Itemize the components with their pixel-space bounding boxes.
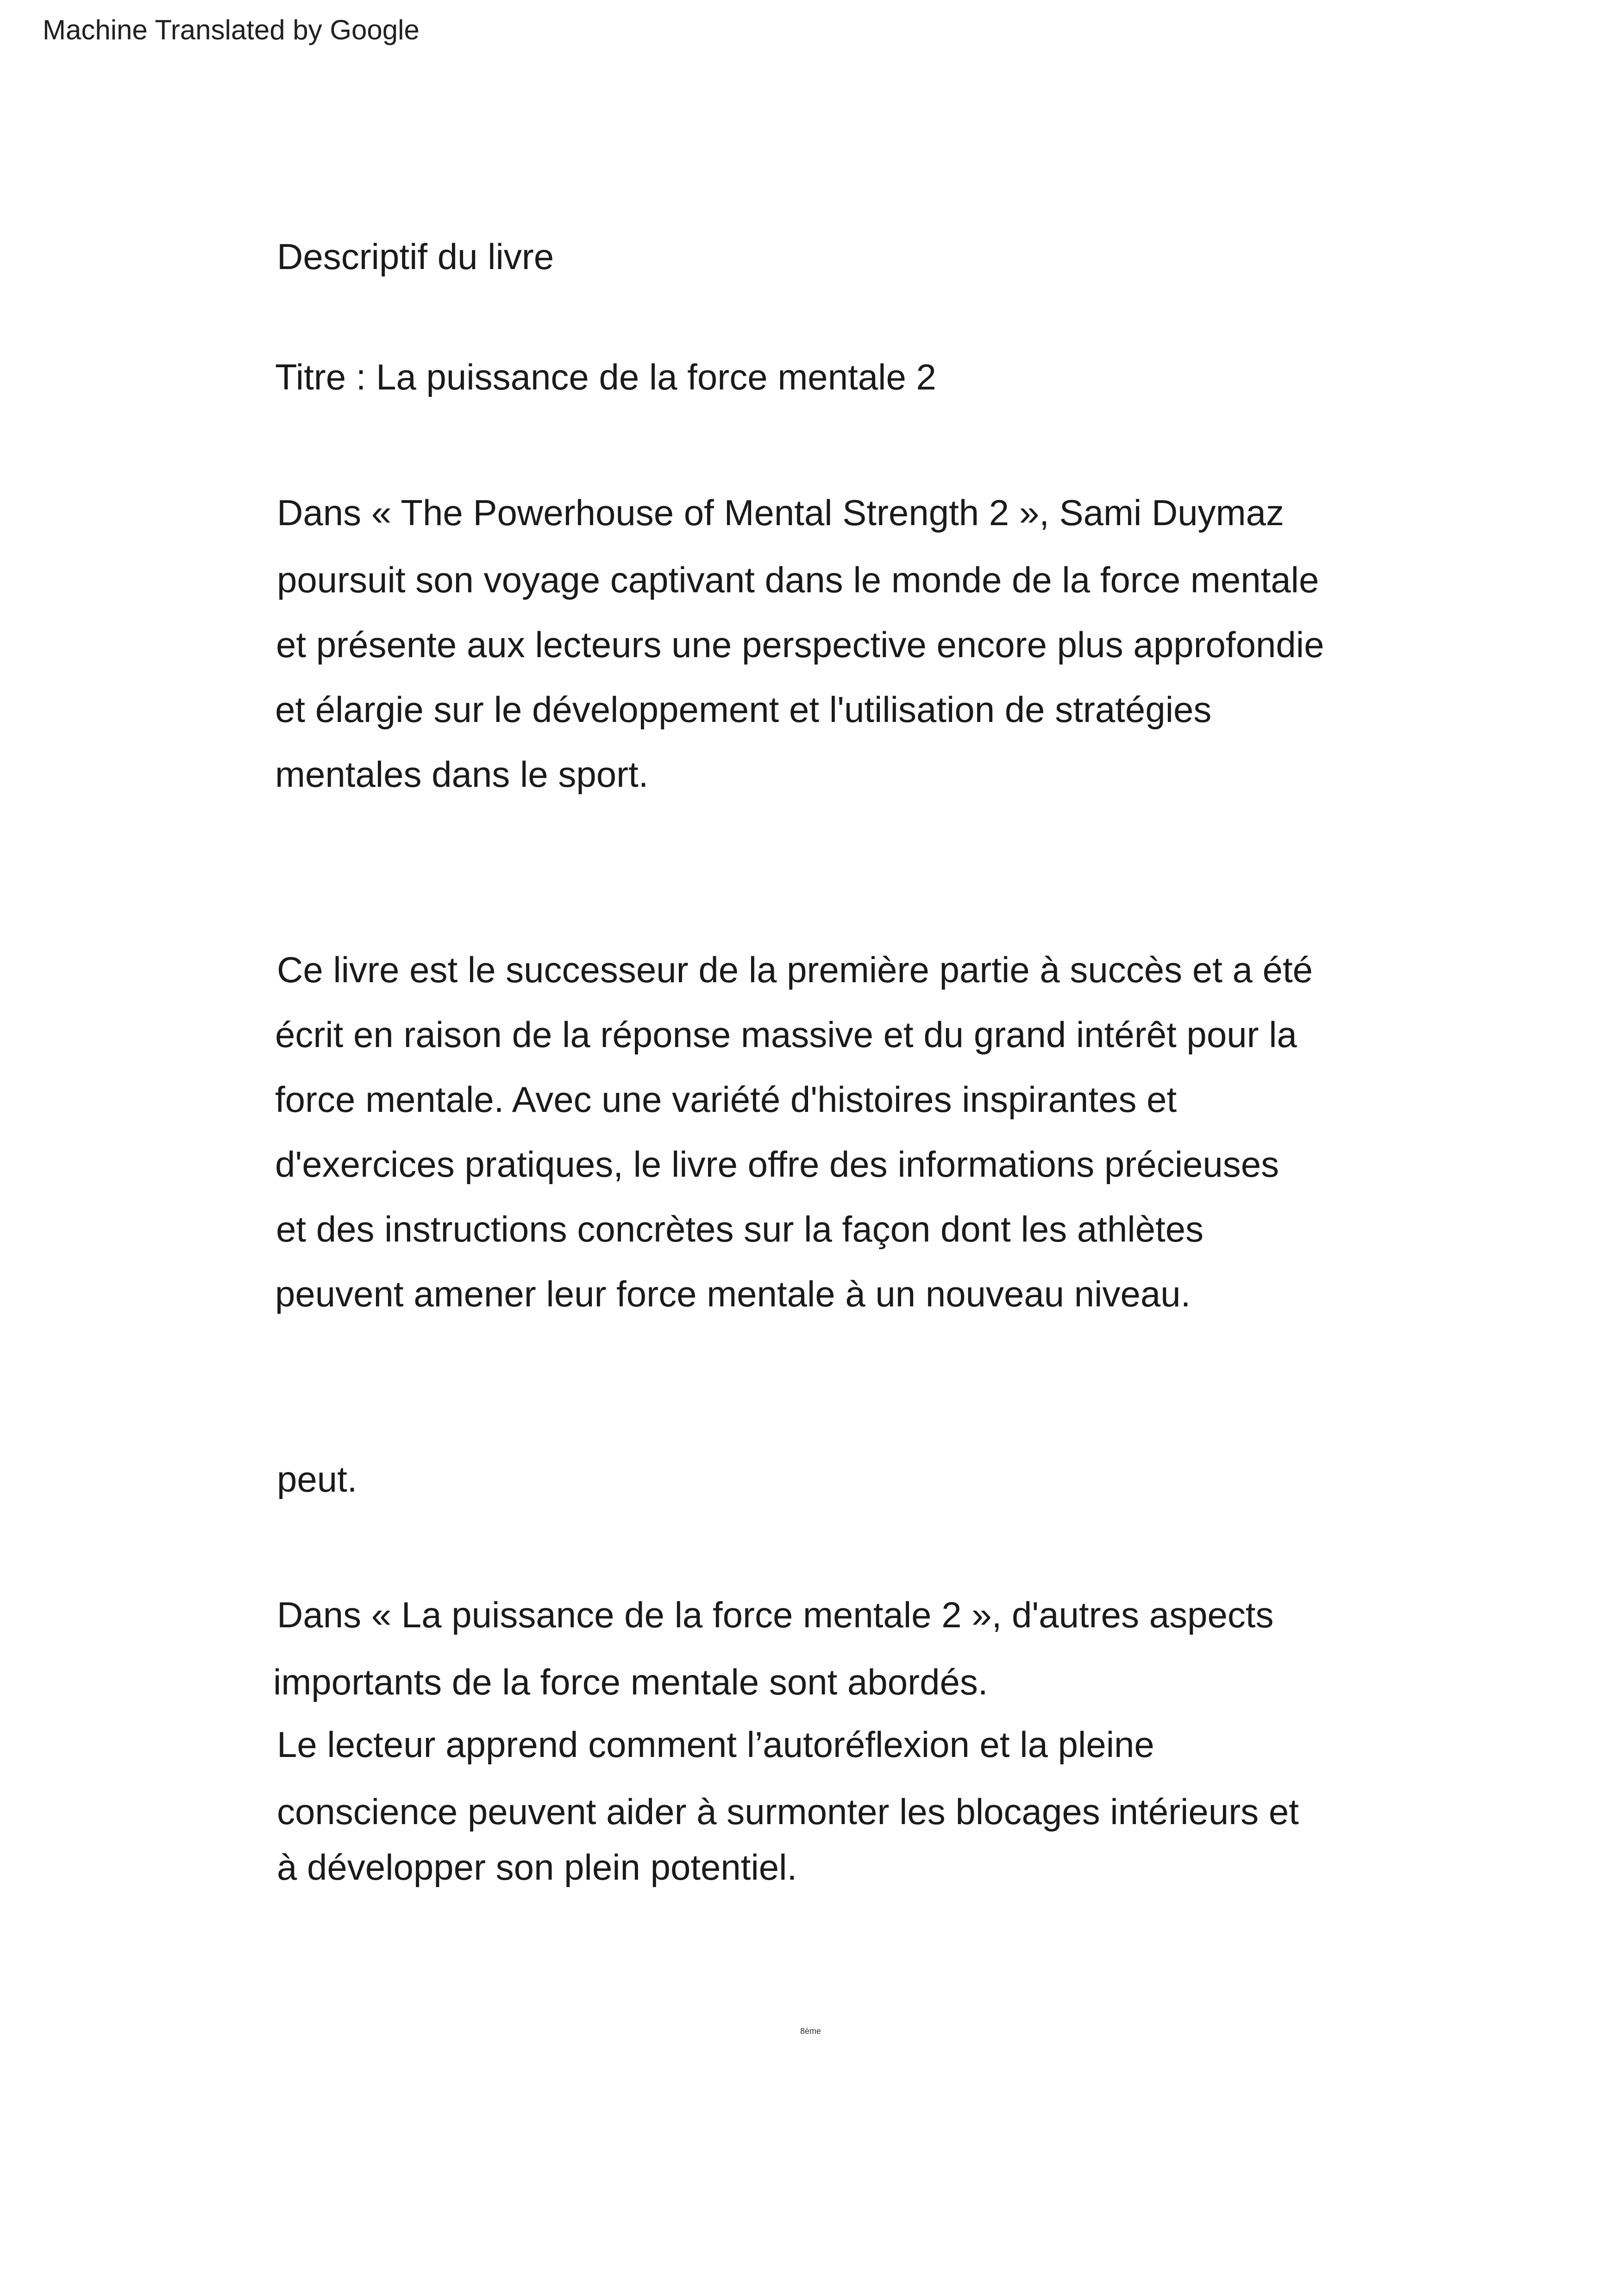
paragraph-line: et élargie sur le développement et l'utilisation de stratégies [275, 689, 1212, 730]
page-number: 8ème [800, 2026, 821, 2036]
paragraph-line: conscience peuvent aider à surmonter les blocages intérieurs et [277, 1791, 1299, 1832]
paragraph-line: et présente aux lecteurs une perspective encore plus approfondie [276, 624, 1324, 665]
paragraph-line: importants de la force mentale sont abordés. [273, 1662, 988, 1702]
paragraph-line: Le lecteur apprend comment l’autoréflexion et la pleine [277, 1724, 1154, 1765]
paragraph-line: d'exercices pratiques, le livre offre des informations précieuses [275, 1144, 1279, 1185]
book-title: Titre : La puissance de la force mentale 2 [275, 357, 936, 397]
paragraph-line: écrit en raison de la réponse massive et du grand intérêt pour la [275, 1014, 1297, 1055]
paragraph-line: poursuit son voyage captivant dans le monde de la force mentale [277, 559, 1319, 600]
paragraph-line: Dans « The Powerhouse of Mental Strength 2 », Sami Duymaz [277, 492, 1285, 533]
paragraph-line: force mentale. Avec une variété d'histoires inspirantes et [275, 1079, 1177, 1120]
paragraph-line: peut. [277, 1459, 357, 1499]
paragraph-line: mentales dans le sport. [275, 754, 649, 795]
machine-translation-banner: Machine Translated by Google [43, 14, 420, 45]
paragraph-line: à développer son plein potentiel. [277, 1847, 797, 1888]
paragraph-line: Dans « La puissance de la force mentale 2 », d'autres aspects [277, 1594, 1274, 1635]
paragraph-line: peuvent amener leur force mentale à un nouveau niveau. [275, 1273, 1191, 1314]
paragraph-line: Ce livre est le successeur de la première partie à succès et a été [277, 949, 1313, 990]
heading: Descriptif du livre [277, 236, 554, 277]
paragraph-line: et des instructions concrètes sur la façon dont les athlètes [276, 1209, 1204, 1249]
